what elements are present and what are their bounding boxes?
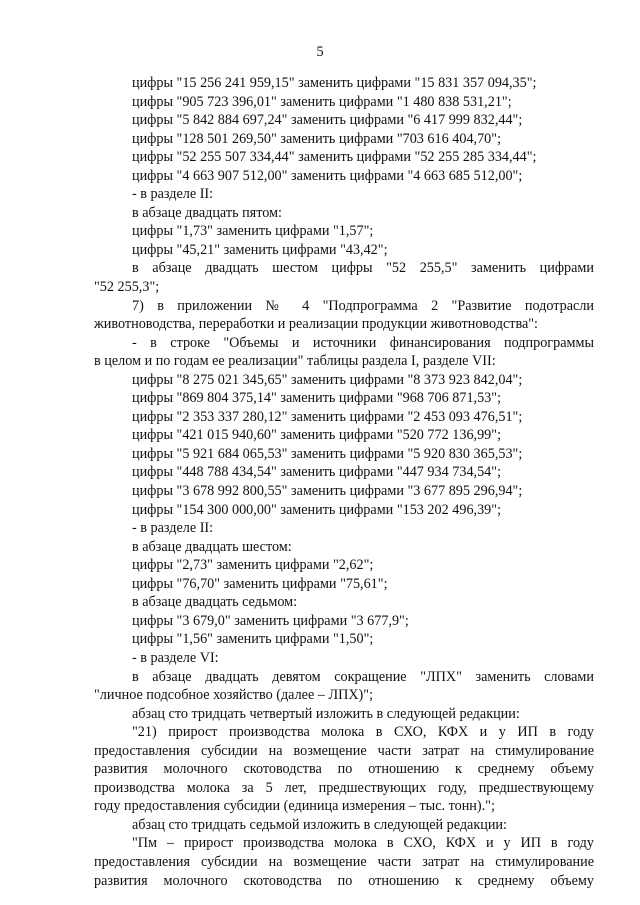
text-line: абзац сто тридцать четвертый изложить в следующей редакции: xyxy=(132,705,520,722)
text-line: цифры "76,70" заменить цифрами "75,61"; xyxy=(132,575,388,592)
text-line: цифры "2 353 337 280,12" заменить цифрами "2 453 093 476,51"; xyxy=(132,408,523,425)
document-body xyxy=(94,74,594,890)
text-line: - в разделе VI: xyxy=(132,649,219,666)
text-line: цифры "128 501 269,50" заменить цифрами "703 616 404,70"; xyxy=(132,130,502,147)
text-line: цифры "45,21" заменить цифрами "43,42"; xyxy=(132,241,388,258)
text-line: абзац сто тридцать седьмой изложить в следующей редакции: xyxy=(132,816,507,833)
text-line: - в разделе II: xyxy=(132,186,214,203)
text-line: цифры "3 678 992 800,55" заменить цифрами "3 677 895 296,94"; xyxy=(132,483,523,500)
text-line: - в строке "Объемы и источники финансирования подпрограммы xyxy=(132,334,594,351)
text-line: в целом и по годам ее реализации" таблицы раздела I, разделе VII: xyxy=(94,353,496,370)
text-line: цифры "905 723 396,01" заменить цифрами "1 480 838 531,21"; xyxy=(132,93,512,110)
text-line: в абзаце двадцать пятом: xyxy=(132,204,282,221)
text-line: цифры "3 679,0" заменить цифрами "3 677,9"; xyxy=(132,612,409,629)
text-line: цифры "8 275 021 345,65" заменить цифрами "8 373 923 842,04"; xyxy=(132,371,523,388)
text-line: цифры "1,73" заменить цифрами "1,57"; xyxy=(132,223,374,240)
text-line: году предоставления субсидии (единица измерения – тыс. тонн)."; xyxy=(94,798,495,815)
text-line: цифры "52 255 507 334,44" заменить цифрами "52 255 285 334,44"; xyxy=(132,149,537,166)
text-line: цифры "4 663 907 512,00" заменить цифрами "4 663 685 512,00"; xyxy=(132,167,523,184)
text-line: в абзаце двадцать шестом цифры "52 255,5" заменить цифрами xyxy=(132,260,594,277)
page-number: 5 xyxy=(316,44,324,60)
text-line: предоставления субсидии на возмещение части затрат на стимулирование xyxy=(94,742,594,759)
text-line: производства молока за 5 лет, предшествующих году, предшествующему xyxy=(94,779,594,796)
text-line: цифры "154 300 000,00" заменить цифрами "153 202 496,39"; xyxy=(132,501,502,518)
text-line: цифры "869 804 375,14" заменить цифрами "968 706 871,53"; xyxy=(132,390,502,407)
text-line: в абзаце двадцать седьмом: xyxy=(132,594,298,611)
text-line: "21) прирост производства молока в СХО, КФХ и у ИП в году xyxy=(132,724,594,741)
text-line: в абзаце двадцать шестом: xyxy=(132,538,292,555)
text-line: - в разделе II: xyxy=(132,520,214,537)
text-line: цифры "2,73" заменить цифрами "2,62"; xyxy=(132,557,374,574)
text-line: цифры "5 921 684 065,53" заменить цифрами "5 920 830 365,53"; xyxy=(132,445,523,462)
text-line: цифры "448 788 434,54" заменить цифрами "447 934 734,54"; xyxy=(132,464,502,481)
text-line: цифры "421 015 940,60" заменить цифрами "520 772 136,99"; xyxy=(132,427,502,444)
text-line: цифры "15 256 241 959,15" заменить цифрами "15 831 357 094,35"; xyxy=(132,75,537,91)
text-line: в абзаце двадцать девятом сокращение "ЛПХ" заменить словами xyxy=(132,668,594,685)
text-line: животноводства, переработки и реализации продукции животноводства": xyxy=(94,316,538,333)
text-line: "личное подсобное хозяйство (далее – ЛПХ)"; xyxy=(94,687,374,704)
text-line: цифры "5 842 884 697,24" заменить цифрами "6 417 999 832,44"; xyxy=(132,112,523,129)
text-line: предоставления субсидии на возмещение части затрат на стимулирование xyxy=(94,853,594,870)
text-line: 7) в приложении № 4 "Подпрограмма 2 "Развитие подотрасли xyxy=(132,297,594,314)
text-line: цифры "1,56" заменить цифрами "1,50"; xyxy=(132,631,374,648)
text-line: "52 255,3"; xyxy=(94,279,160,296)
text-line: развития молочного скотоводства по отношению к среднему объему xyxy=(94,872,594,889)
text-line: развития молочного скотоводства по отношению к среднему объему xyxy=(94,761,594,778)
text-line: "Пм – прирост производства молока в СХО, КФХ и у ИП в году xyxy=(132,835,594,852)
